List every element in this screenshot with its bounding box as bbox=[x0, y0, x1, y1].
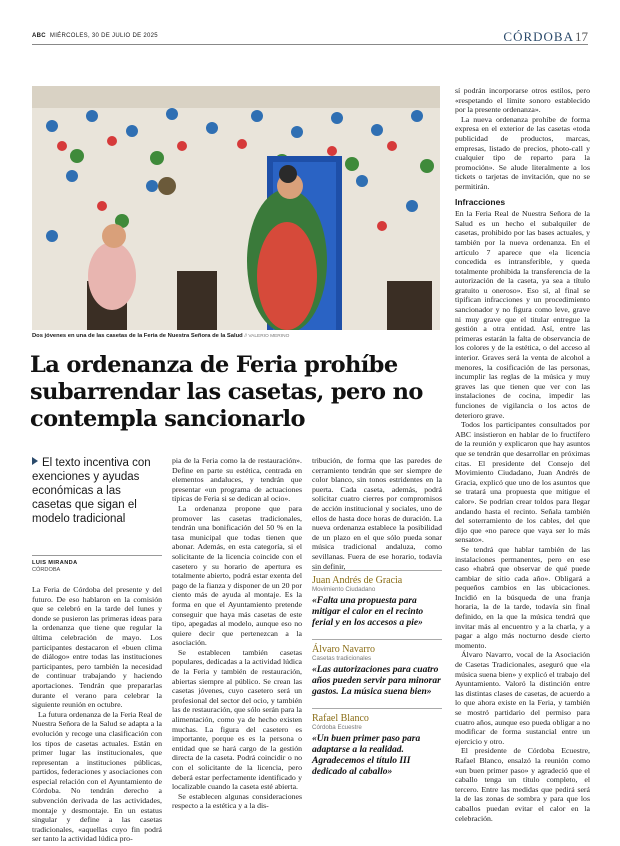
paragraph: El presidente de Córdoba Ecuestre, Rafael Blanco, ensalzó la reunión como «un buen primer paso» y agradeció que el caballo tenga un título completo, el tercero. Entre las medidas que pedirá será la de las zonas de sombra y para que los caballos puedan evitar el calor en la celebración. bbox=[455, 746, 590, 823]
quote-text: «Un buen primer paso para adaptarse a la realidad. Agradecemos el título III dedicado al caballo» bbox=[312, 734, 421, 777]
paragraph: La Feria de Córdoba del presente y del futuro. De eso hablaron en la comisión que se celebró en la tarde del lunes y donde se pusieron las primeras ideas para la ordenanza que tiene que regular la última celebración de mayo. Los participantes destacaron el «buen clima de diálogo» entre todas las instituciones participantes, pero también la necesidad de continuar trabajando y haciendo aportaciones. Tendrán que prepararlas durante el verano para celebrar la siguiente reunión en octubre. bbox=[32, 585, 162, 710]
deck-rule bbox=[32, 555, 162, 556]
photo-credit: // VALERIO MERINO bbox=[244, 334, 290, 339]
quotes-box bbox=[312, 570, 442, 788]
quote-item bbox=[312, 570, 442, 629]
quote-item bbox=[312, 639, 442, 698]
article-column-3 bbox=[312, 456, 442, 571]
quote-role: Movimiento Ciudadano bbox=[312, 586, 376, 593]
headline: La ordenanza de Feria prohíbe subarrendar las casetas, pero no contempla sancionarlo bbox=[30, 352, 423, 432]
deck bbox=[32, 456, 162, 526]
quote-speaker: Rafael Blanco bbox=[312, 713, 369, 724]
subheading: Infracciones bbox=[455, 196, 506, 207]
paragraph: Se establecen también casetas populares, dedicadas a la actividad lúdica de la Feria y también de restauración, abiertas siempre al público. Se crean las casetas jóvenes, cuyo casetero será un profesional del sector del ocio, y también las de restauración, que sólo serán para la alimentación, como ya de hecho existen muchas. La figura del casetero es importante, porque es es la persona o entidad que se hará cargo de la gestión directa de la caseta. Podrá coincidir o no con el solicitante de la licencia, pero deberá estar perfectamente identificado y localizable cuando la caseta esté abierta. bbox=[172, 647, 302, 792]
article-column-2 bbox=[172, 456, 302, 811]
paragraph: sí podrán incorporarse otros estilos, pero «respetando el límite sonoro establecido por la presente ordenanza». bbox=[455, 86, 590, 115]
quote-speaker: Álvaro Navarro bbox=[312, 644, 376, 655]
paragraph: La nueva ordenanza prohíbe de forma expresa en el exterior de las casetas «toda publicidad de productos, marcas, empresas, listado de precios, photo-call y cualquier tipo de reparto para la promoción». Se alude literalmente a los tickets o tarjetas de invitación, que no se permitirán. bbox=[455, 114, 590, 191]
paragraph: Todos los participantes consultados por ABC insistieron en hablar de lo fructífero de la reunión y explicaron que hay asuntos que se tendrán que desarrollar en próximas citas. El presidente del Consejo del Movimiento Ciudadano, Juan Andrés de Gracia, explicó que uno de los asuntos que se tratará una propuesta que mitigue el calor». Se podrían crear toldos para llegar andando hasta el recinto. Señala también del soterramiento de los cables, del que dijo que «no parece que vaya ser lo más sensato». bbox=[455, 420, 590, 545]
article-column-1 bbox=[32, 585, 162, 844]
quote-speaker: Juan Andrés de Gracia bbox=[312, 575, 403, 586]
feria-photo-illustration bbox=[32, 86, 440, 330]
quote-text: «Las autorizaciones para cuatro años pueden servir para minorar gastos. La música suena bien» bbox=[312, 665, 441, 697]
byline bbox=[32, 560, 162, 573]
paper-name: ABC bbox=[32, 33, 46, 39]
paragraph: En la Feria Real de Nuestra Señora de la Salud es un hecho el subalquiler de casetas, prohibido por las bases actuales, y también por la nueva ordenanza. En el artículo 7 aparece que «la licencia concedida es intransferible, y queda totalmente prohibida la transferencia de la autorización de la caseta, ya sea a título gratuito u oneroso». Eso sí, al final se tipifican infracciones y un procedimiento sancionador y no figura como leve, grave ni muy grave que el titular entregue la gestión a otra entidad. Así, entre las primeras estarán la falta de observancia de los colores y de la estética, o del acceso al interior. Graves será la venta de alcohol a menores, la cosificación de las personas, incumplir las reglas de la música y muy graves las que tienen que ver con las instalaciones de cocina, impedir las funciones de vigilancia o los actos de deterioro grave. bbox=[455, 209, 590, 420]
deck-text: El texto incentiva con exenciones y ayudas económicas a las casetas que sigan el modelo tradicional bbox=[32, 457, 151, 525]
paragraph: tribución, de forma que las paredes de cerramiento tendrán que ser siempre de color blanco, sin tonos estridentes en la puerta. Cada caseta, además, podrá solicitar cuatro cierres por compromisos de acción institucional y sociales, uno de ellos de hasta doce horas de duración. La nueva ordenanza establece la posibilidad de un plazo en el que sólo pueda sonar música tradicional andaluza, como sevillanas. Fuera de ese horario, todavía sin definir, bbox=[312, 456, 442, 571]
caption-text: Dos jóvenes en una de las casetas de la Feria de Nuestra Señora de la Salud bbox=[32, 333, 243, 339]
paragraph: pia de la Feria como la de restauración». Define en parte su estética, centrada en elementos andaluces, y tendrán que presentar «un programa de actuaciones típicas de Feria si se dedican al ocio». bbox=[172, 456, 302, 504]
header-paper-date bbox=[32, 33, 158, 39]
page-header bbox=[32, 30, 588, 48]
header-date: MIÉRCOLES, 30 DE JULIO DE 2025 bbox=[49, 33, 158, 39]
page-number: 17 bbox=[575, 29, 588, 44]
quote-item bbox=[312, 708, 442, 778]
paragraph: Se establecen algunas consideraciones respecto a la estética y a la dis- bbox=[172, 791, 302, 811]
author-name: LUIS MIRANDA bbox=[32, 560, 78, 566]
feria-photo bbox=[32, 86, 440, 330]
triangle-bullet-icon bbox=[32, 457, 38, 465]
photo-caption bbox=[32, 333, 440, 339]
author-city: CÓRDOBA bbox=[32, 567, 61, 573]
quote-role: Córdoba Ecuestre bbox=[312, 724, 362, 731]
paragraph: La futura ordenanza de la Feria Real de Nuestra Señora de la Salud se adapta a la evolución y recoge una clasificación con los tipos de casetas actuales. Están en primer lugar las institucionales, que representan a instituciones públicas, partidos, federaciones y asociaciones con especial relación con el Ayuntamiento de Córdoba. No tendrán derecho a subvención derivada de las actividades, montaje y desmontaje. En un estatus singular y define a las casetas tradicionales, «aquellas cuyo fin podrá ser tanto la actividad lúdica pro- bbox=[32, 709, 162, 844]
header-rule bbox=[32, 44, 588, 45]
quote-role: Casetas tradicionales bbox=[312, 655, 372, 662]
paragraph: Se tendrá que hablar también de las instalaciones permanentes, pero en ese caso «habrá que observar de qué puede cambiar de sitio cada año». Obligará a pequeños cambios en las ubicaciones. Incidió en la búsqueda de una franja horaria, la de la tarde, todavía sin final definido, en la que la música tendrá que invitar más al encuentro y a la charla, y a pagar a algo más nocturno desde cierto momento. bbox=[455, 544, 590, 650]
paragraph: Álvaro Navarro, vocal de la Asociación de Casetas Tradicionales, aseguró que «la música suena bien» y explicó el trabajo del Ayuntamiento. Valoró la distinción entre las distintas clases de casetas, de acuerdo a lo que ahora existe en la Feria, y también se mostró partidario del permiso para cuatro años, aunque eso pueda obligar a no modificar de forma sustancial entre un ejercicio y otro. bbox=[455, 650, 590, 746]
quote-text: «Falta una propuesta para mitigar el calor en el recinto ferial y en los accesos a pie» bbox=[312, 596, 424, 628]
section-name: CÓRDOBA bbox=[503, 29, 574, 44]
paragraph: La ordenanza propone que para promover las casetas tradicionales, tendrán una bonificación del 50 % en la tasa municipal que todas tienen que abonar. Además, en esta categoría, si el solicitante de la licencia coincide con el casetero y su horario de apertura es totalmente abierto, podrá estar exenta del pago de la fianza y disponer de un 20 por ciento más de ayuda al montaje. Es la forma en que el Ayuntamiento pretende conseguir que haya más casetas de este tipo, apegadas al modelo, aunque eso no quiere decir que pertenezcan a la asociación. bbox=[172, 503, 302, 648]
article-column-right bbox=[455, 86, 590, 823]
